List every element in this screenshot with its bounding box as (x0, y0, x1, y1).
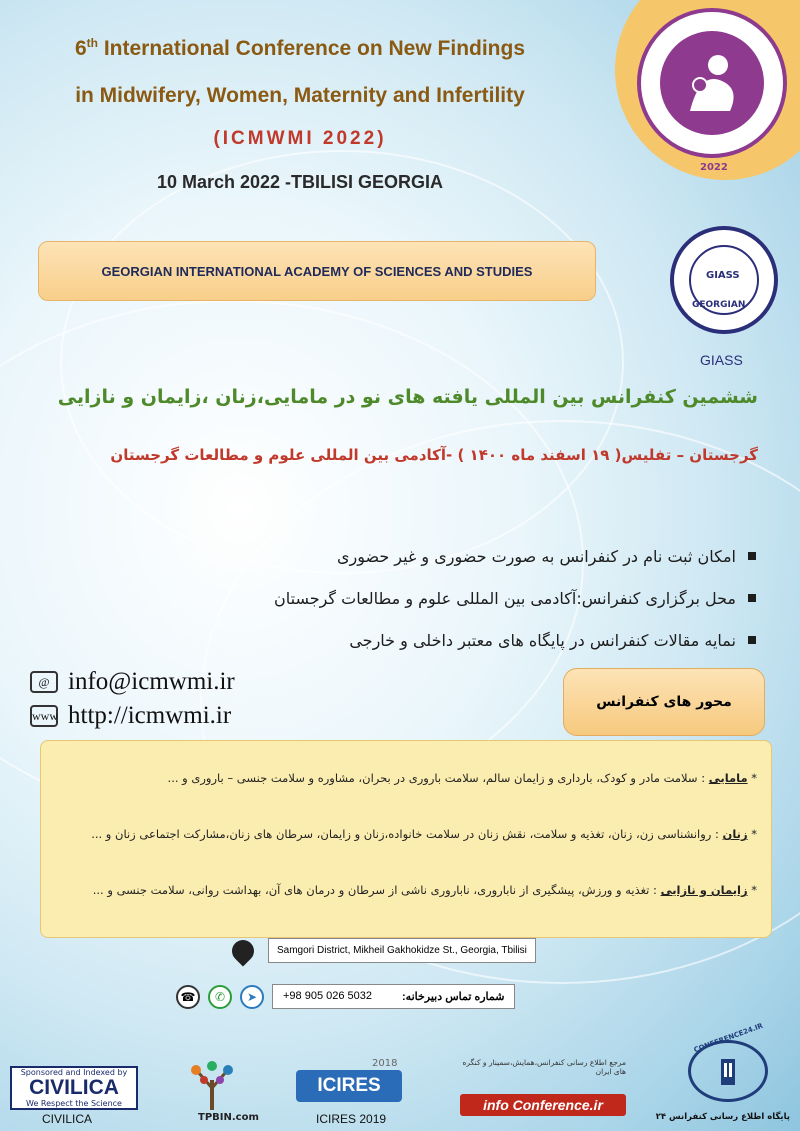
address: Samgori District, Mikheil Gakhokidze St., Georgia, Tbilisi (268, 938, 536, 963)
tpbin-label: TPBIN.com (198, 1112, 259, 1123)
conference24-label: پایگاه اطلاع رسانی کنفرانس ۲۴ (655, 1112, 790, 1122)
infoconf-logo: info Conference.ir (460, 1094, 626, 1116)
logo-year: 2022 (700, 162, 728, 173)
bullet-icon (748, 552, 756, 560)
email-contact[interactable]: @ info@icmwmi.ir (30, 668, 235, 696)
conference-title-line1: 6th International Conference on New Findings (74, 36, 526, 60)
giass-badge-word: GEORGIAN (692, 300, 746, 310)
list-item: امکان ثبت نام در کنفرانس به صورت حضوری و غیر حضوری (196, 535, 756, 577)
bullet-icon (748, 636, 756, 644)
civilica-tagline: We Respect the Science (26, 1099, 122, 1108)
conference-topics-box (40, 740, 772, 938)
civilica-logo (10, 1066, 138, 1110)
background-swirl (60, 150, 624, 574)
topic-item: * زایمان و نازایی : تغذیه و ورزش، پیشگیری از ناباروری، ناباروری ناشی از سرطان و درمان های آن، بهداشت روانی، سلامت جنسی و ... (92, 883, 757, 897)
telegram-icon[interactable]: ➤ (240, 985, 264, 1009)
giass-caption: GIASS (700, 352, 743, 368)
civilica-label: CIVILICA (42, 1112, 93, 1126)
list-item: نمایه مقالات کنفرانس در پایگاه های معتبر داخلی و خارجی (196, 619, 756, 661)
persian-subtitle: گرجستان – تفلیس( ۱۹ اسفند ماه ۱۴۰۰ ) -آکادمی بین المللی علوم و مطالعات گرجستان (110, 446, 758, 464)
conference-date: 10 March 2022 -TBILISI GEORGIA (156, 172, 444, 192)
feature-list (196, 535, 756, 661)
mother-child-icon (660, 31, 764, 135)
icires-label: ICIRES 2019 (316, 1112, 387, 1126)
phone-row (176, 984, 515, 1009)
mail-icon: @ (30, 671, 58, 693)
whatsapp-icon[interactable]: ✆ (208, 985, 232, 1009)
bullet-icon (748, 594, 756, 602)
persian-title: ششمین کنفرانس بین المللی یافته های نو در مامایی،زنان ،زایمان و نازایی (57, 386, 758, 408)
globe-icon: www (30, 705, 58, 727)
conference24-ring-text: CONFERENCE24.IR (692, 1021, 765, 1055)
topic-item: * زنان : روانشناسی زن، زنان، تغذیه و سلامت، نقش زنان در سلامت خانواده،زنان و زایمان، سرطان های زنان،مشارکت اجتماعی زنان و ... (91, 827, 757, 841)
conference-title-line2: in Midwifery, Women, Maternity and Infertility (75, 84, 525, 107)
tpbin-tree-icon (184, 1058, 240, 1112)
conference-topics-heading: محور های کنفرانس (563, 668, 765, 736)
academy-banner: GEORGIAN INTERNATIONAL ACADEMY OF SCIENCES AND STUDIES (38, 241, 596, 301)
icires-year: 2018 (372, 1058, 398, 1069)
civilica-small-text: Sponsored and Indexed by (20, 1068, 128, 1077)
giass-badge-text: GIASS (706, 270, 740, 281)
website-contact[interactable]: www http://icmwmi.ir (32, 702, 232, 729)
phone-icon[interactable]: ☎ (176, 985, 200, 1009)
phone-number[interactable]: +98 905 026 5032 (283, 990, 373, 1002)
location-pin-icon (227, 935, 258, 966)
icires-logo: ICIRES (296, 1070, 402, 1102)
conference-acronym: (ICMWMI 2022) (213, 128, 387, 149)
topic-item: * مامایی : سلامت مادر و کودک، بارداری و زایمان سالم، سلامت باروری در بحران، مشاوره و سلامت جنسی – باروری و ... (167, 771, 757, 785)
infoconf-tagline: مرجع اطلاع رسانی کنفرانس،همایش،سمینار و کنگره های ایران (462, 1058, 626, 1076)
location-row (232, 938, 536, 963)
phone-label: شماره تماس دبیرخانه: (402, 991, 505, 1003)
phone-box (272, 984, 515, 1009)
list-item: محل برگزاری کنفرانس:آکادمی بین المللی علوم و مطالعات گرجستان (196, 577, 756, 619)
civilica-wordmark: CIVILICA (29, 1076, 119, 1099)
